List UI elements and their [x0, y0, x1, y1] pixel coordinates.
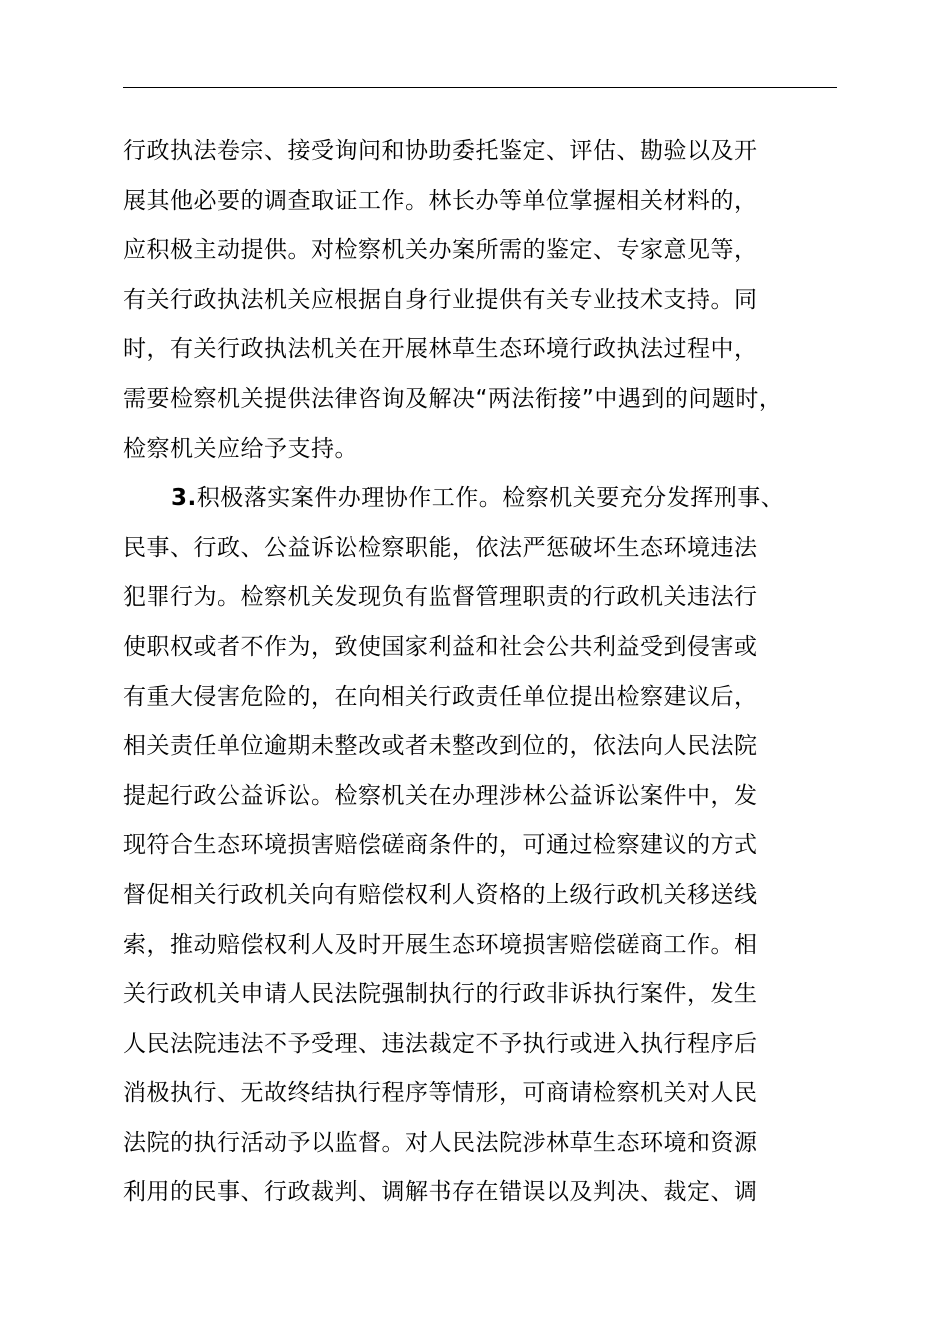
- text-line: 法院的执行活动予以监督。对人民法院涉林草生态环境和资源: [123, 1129, 758, 1156]
- text-line: 犯罪行为。检察机关发现负有监督管理职责的行政机关违法行: [123, 584, 758, 611]
- text-line: 有重大侵害危险的，在向相关行政责任单位提出检察建议后，: [123, 683, 758, 710]
- section-heading-line: [123, 474, 863, 524]
- text-line: 索，推动赔偿权利人及时开展生态环境损害赔偿磋商工作。相: [123, 931, 758, 958]
- text-line: 督促相关行政机关向有赔偿权利人资格的上级行政机关移送线: [123, 881, 758, 908]
- section-heading-text: 积极落实案件办理协作工作。检察机关要充分发挥刑事、: [196, 485, 785, 512]
- text-line: 利用的民事、行政裁判、调解书存在错误以及判决、裁定、调: [123, 1179, 758, 1206]
- section-number: 3.: [171, 485, 197, 512]
- text-line: 时，有关行政执法机关在开展林草生态环境行政执法过程中，: [123, 336, 758, 363]
- paragraph-2: [123, 474, 863, 1218]
- text-line: 检察机关应给予支持。: [123, 435, 358, 462]
- text-line: 消极执行、无故终结执行程序等情形，可商请检察机关对人民: [123, 1080, 758, 1107]
- text-line: 行政执法卷宗、接受询问和协助委托鉴定、评估、勘验以及开: [123, 138, 758, 164]
- text-line: 民事、行政、公益诉讼检察职能，依法严惩破坏生态环境违法: [123, 534, 758, 561]
- text-line: 应积极主动提供。对检察机关办案所需的鉴定、专家意见等，: [123, 237, 758, 264]
- text-line: 使职权或者不作为，致使国家利益和社会公共利益受到侵害或: [123, 633, 758, 660]
- text-line: 提起行政公益诉讼。检察机关在办理涉林公益诉讼案件中，发: [123, 782, 758, 809]
- text-line: 现符合生态环境损害赔偿磋商条件的，可通过检察建议的方式: [123, 832, 758, 859]
- text-line: 关行政机关申请人民法院强制执行的行政非诉执行案件，发生: [123, 981, 758, 1008]
- text-line: 相关责任单位逾期未整改或者未整改到位的，依法向人民法院: [123, 733, 758, 760]
- text-line: 需要检察机关提供法律咨询及解决“两法衔接”中遇到的问题时，: [123, 385, 783, 412]
- text-line: 人民法院违法不予受理、违法裁定不予执行或进入执行程序后: [123, 1030, 758, 1057]
- text-line: 有关行政执法机关应根据自身行业提供有关专业技术支持。同: [123, 286, 758, 313]
- text-line: 展其他必要的调查取证工作。林长办等单位掌握相关材料的，: [123, 187, 758, 214]
- header-rule: [123, 87, 837, 88]
- document-body: [123, 127, 863, 1218]
- paragraph-1: [123, 127, 863, 474]
